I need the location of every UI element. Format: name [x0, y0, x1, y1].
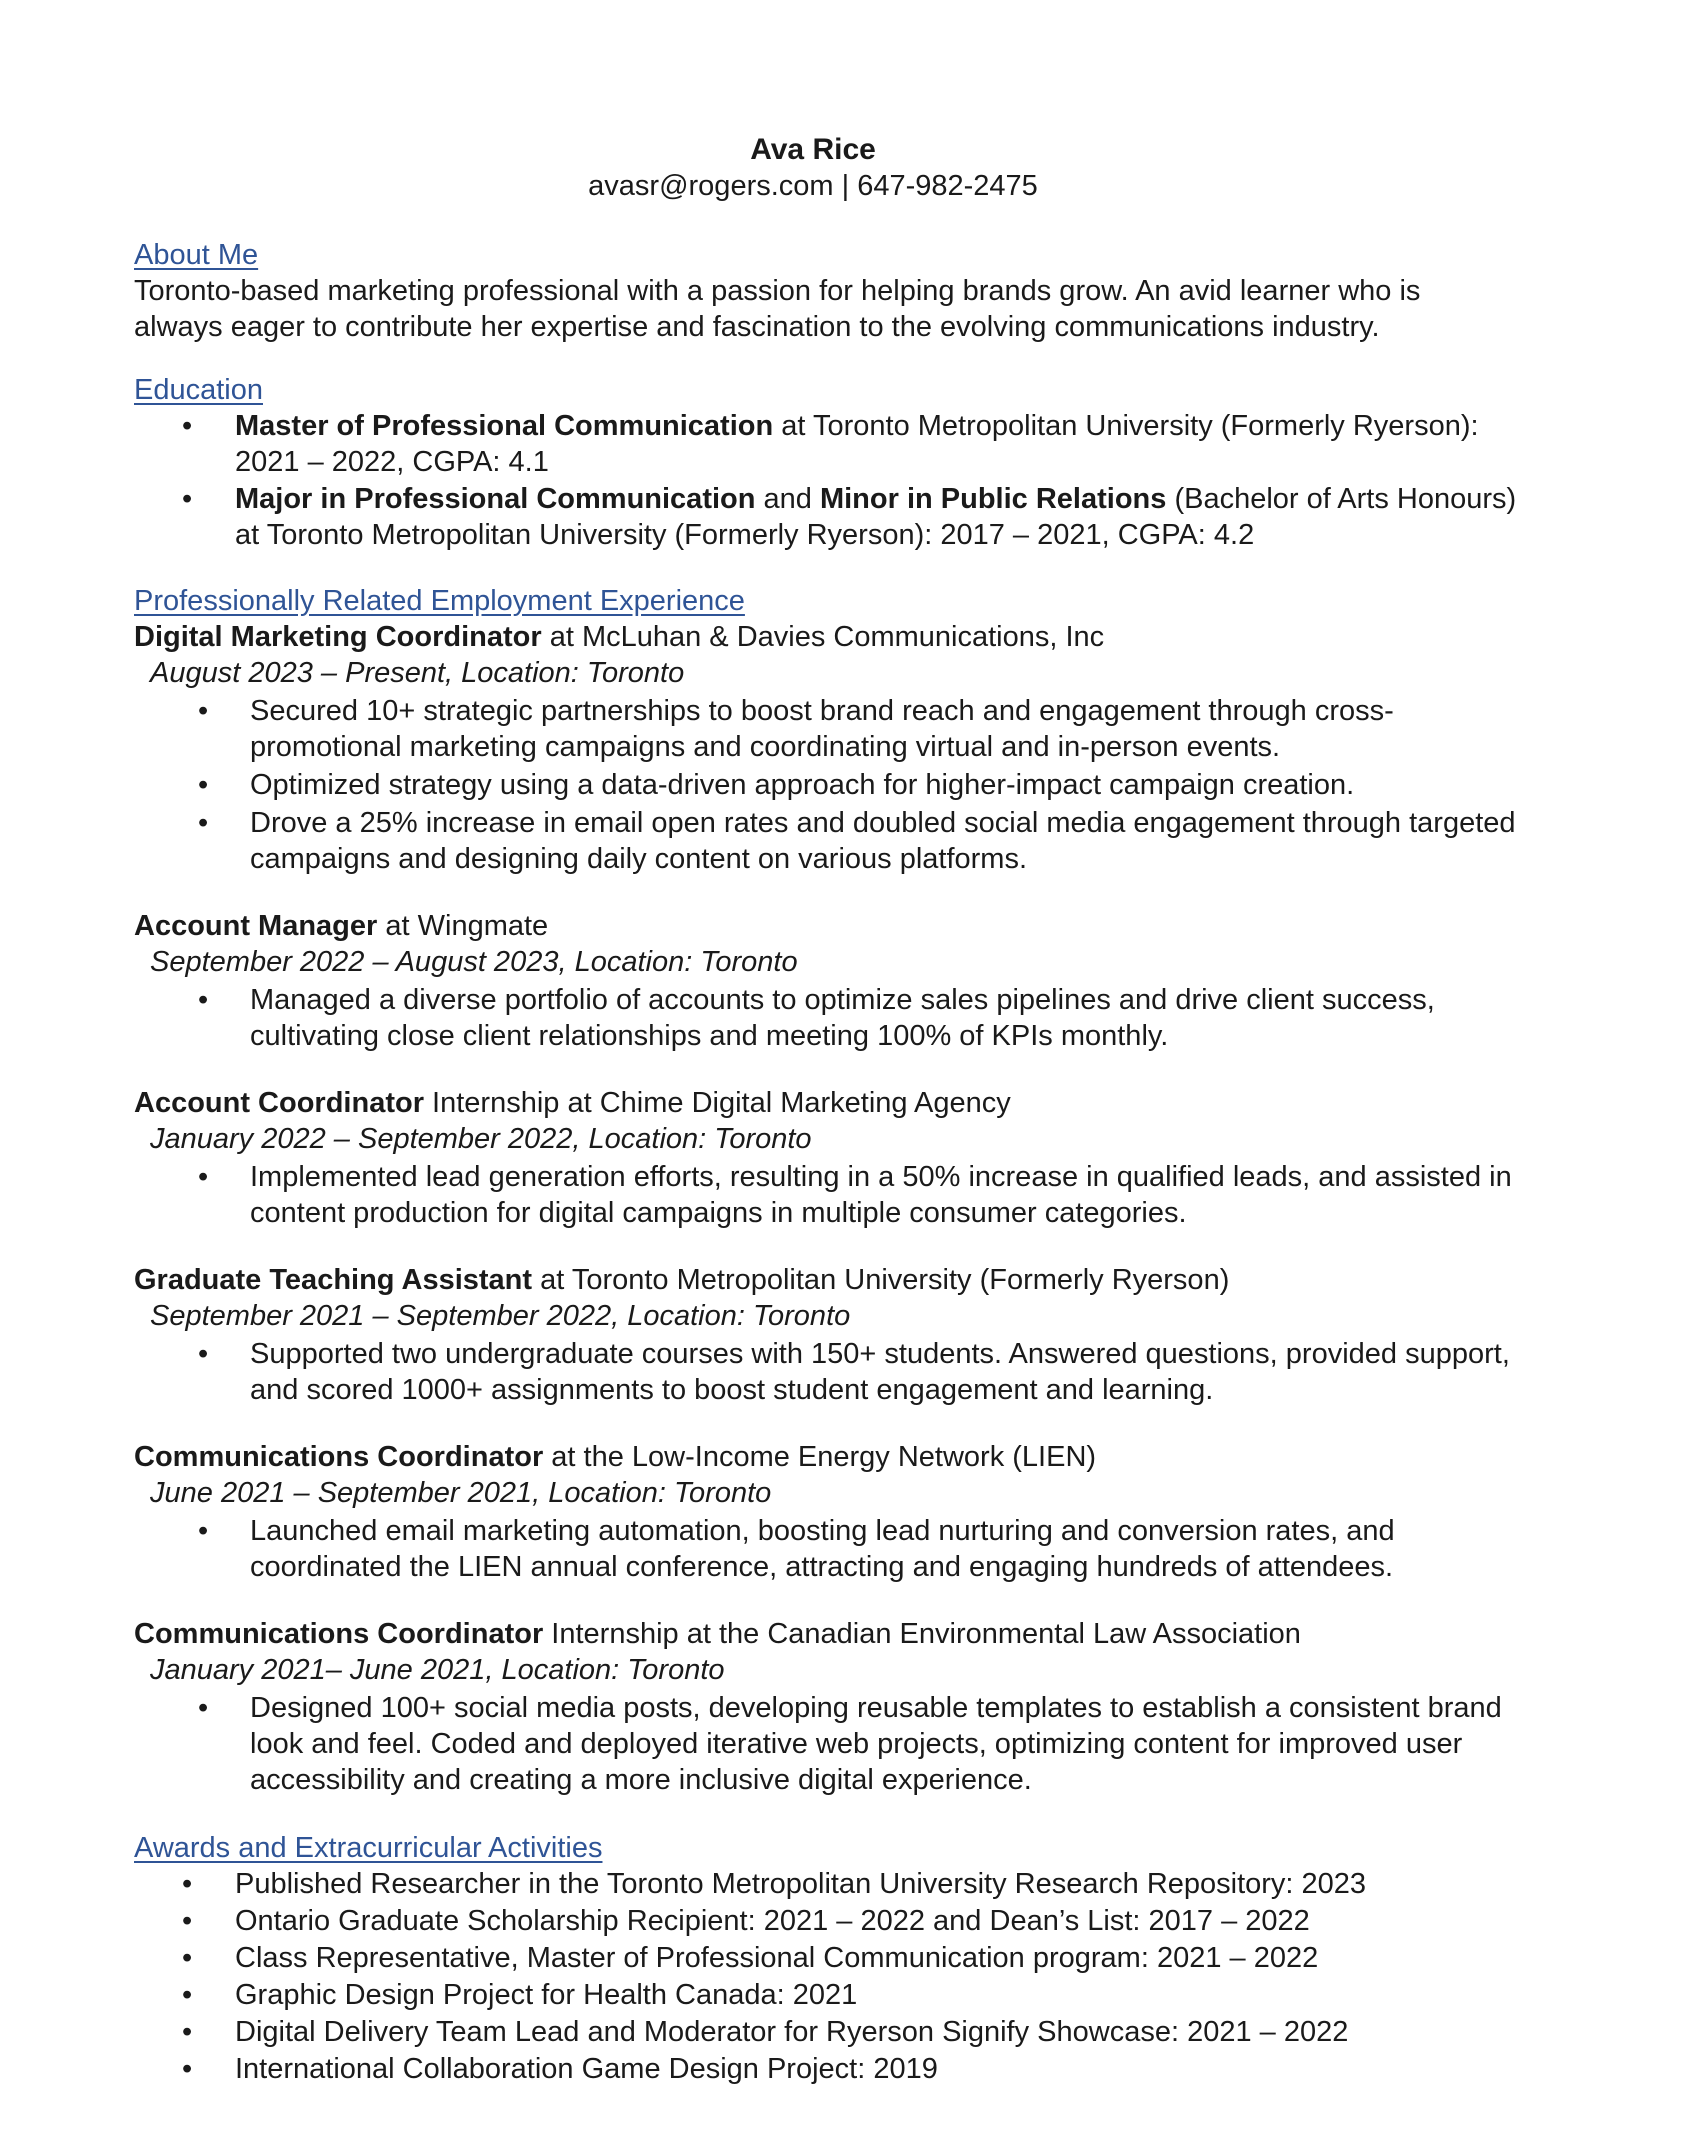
responsibility-text: Designed 100+ social media posts, developing reusable templates to establish a consistent brand look and feel. Coded and deployed iterative web projects, optimizing content for improved user accessibility and creating a more inclusive digital experience.: [250, 1692, 1502, 1796]
job-role: Account Coordinator: [134, 1087, 424, 1119]
job-org: at McLuhan & Davies Communications, Inc: [541, 621, 1105, 653]
award-text: Ontario Graduate Scholarship Recipient: 2021 – 2022 and Dean’s List: 2017 – 2022: [235, 1905, 1310, 1937]
job-responsibilities: [134, 1336, 1534, 1408]
award-item: [134, 2051, 1534, 2088]
responsibility-text: Optimized strategy using a data-driven approach for higher-impact campaign creation.: [250, 769, 1355, 801]
section-title-awards: Awards and Extracurricular Activities: [134, 1832, 603, 1864]
education-list: [134, 408, 1534, 553]
job-org: Internship at Chime Digital Marketing Agency: [424, 1087, 1011, 1119]
bullet-icon: •: [182, 2053, 193, 2085]
responsibility-item: [134, 1513, 1532, 1585]
job-title-line: [134, 1439, 1534, 1475]
bullet-icon: •: [198, 1692, 209, 1724]
bullet-icon: •: [198, 807, 209, 839]
job-title-line: [134, 619, 1534, 655]
about-text: Toronto-based marketing professional with a passion for helping brands grow. An avid learner who is always eager to contribute her expertise and fascination to the evolving communications industry.: [134, 275, 1421, 343]
job-role: Digital Marketing Coordinator: [134, 621, 542, 653]
job-dates-location: June 2021 – September 2021, Location: Toronto: [150, 1477, 772, 1509]
award-text: Graphic Design Project for Health Canada: 2021: [235, 1979, 858, 2011]
job-dates-location: August 2023 – Present, Location: Toronto: [150, 657, 685, 689]
responsibility-item: [134, 982, 1532, 1054]
bullet-icon: •: [198, 1515, 209, 1547]
awards-list: [134, 1866, 1534, 2088]
job-role: Communications Coordinator: [134, 1618, 544, 1650]
responsibility-item: [134, 805, 1532, 877]
degree-detail: at Toronto Metropolitan University (Formerly Ryerson): 2021 – 2022, CGPA: 4.1: [235, 410, 1479, 478]
bullet-icon: •: [182, 1979, 193, 2011]
job-title-line: [134, 1616, 1534, 1652]
bullet-icon: •: [182, 1942, 193, 1974]
award-item: [134, 1977, 1534, 2014]
degree-connector: and: [755, 483, 820, 515]
bullet-icon: •: [198, 1338, 209, 1370]
responsibility-item: [134, 1690, 1532, 1798]
award-text: Class Representative, Master of Professional Communication program: 2021 – 2022: [235, 1942, 1319, 1974]
award-text: Digital Delivery Team Lead and Moderator for Ryerson Signify Showcase: 2021 – 2022: [235, 2016, 1349, 2048]
job-entry: [134, 1262, 1534, 1408]
degree-name: Master of Professional Communication: [235, 410, 774, 442]
responsibility-text: Implemented lead generation efforts, resulting in a 50% increase in qualified leads, and assisted in content production for digital campaigns in multiple consumer categories.: [250, 1161, 1512, 1229]
job-title-line: [134, 1085, 1534, 1121]
job-org: at Wingmate: [377, 910, 549, 942]
bullet-icon: •: [182, 1905, 193, 1937]
job-entry: [134, 1439, 1534, 1585]
job-role: Graduate Teaching Assistant: [134, 1264, 533, 1296]
job-role: Communications Coordinator: [134, 1441, 544, 1473]
job-responsibilities: [134, 1513, 1534, 1585]
bullet-icon: •: [182, 483, 193, 515]
degree-detail: (Bachelor of Arts Honours) at Toronto Metropolitan University (Formerly Ryerson): 2017 – 2021, CGPA: 4.2: [235, 483, 1517, 551]
award-text: Published Researcher in the Toronto Metropolitan University Research Repository: 2023: [235, 1868, 1367, 1900]
bullet-icon: •: [198, 769, 209, 801]
job-org: at Toronto Metropolitan University (Formerly Ryerson): [532, 1264, 1230, 1296]
employment-list: [134, 619, 1534, 1798]
job-entry: [134, 908, 1534, 1054]
bullet-icon: •: [198, 984, 209, 1016]
job-dates-location: January 2021– June 2021, Location: Toronto: [150, 1654, 725, 1686]
responsibility-text: Drove a 25% increase in email open rates and doubled social media engagement through targeted campaigns and designing daily content on various platforms.: [250, 807, 1516, 875]
responsibility-text: Launched email marketing automation, boosting lead nurturing and conversion rates, and coordinated the LIEN annual conference, attracting and engaging hundreds of attendees.: [250, 1515, 1395, 1583]
education-item: [134, 481, 1523, 553]
bullet-icon: •: [182, 1868, 193, 1900]
responsibility-item: [134, 1159, 1532, 1231]
job-responsibilities: [134, 693, 1534, 877]
job-role: Account Manager: [134, 910, 378, 942]
responsibility-text: Managed a diverse portfolio of accounts to optimize sales pipelines and drive client success, cultivating close client relationships and meeting 100% of KPIs monthly.: [250, 984, 1435, 1052]
responsibility-text: Supported two undergraduate courses with 150+ students. Answered questions, provided support, and scored 1000+ assignments to boost student engagement and learning.: [250, 1338, 1510, 1406]
section-title-employment: Professionally Related Employment Experience: [134, 585, 745, 617]
award-item: [134, 1940, 1534, 1977]
award-item: [134, 1866, 1534, 1903]
job-entry: [134, 619, 1534, 877]
job-org: at the Low-Income Energy Network (LIEN): [543, 1441, 1097, 1473]
award-item: [134, 1903, 1534, 1940]
award-text: International Collaboration Game Design Project: 2019: [235, 2053, 938, 2085]
resume-content: [134, 131, 1534, 2088]
job-responsibilities: [134, 982, 1534, 1054]
job-dates-location: January 2022 – September 2022, Location: Toronto: [150, 1123, 812, 1155]
job-dates-location: September 2021 – September 2022, Location: Toronto: [150, 1300, 851, 1332]
section-title-about: About Me: [134, 239, 259, 271]
job-org: Internship at the Canadian Environmental Law Association: [543, 1618, 1301, 1650]
section-title-education: Education: [134, 374, 263, 406]
contact-line: avasr@rogers.com | 647-982-2475: [588, 170, 1038, 202]
bullet-icon: •: [182, 2016, 193, 2048]
degree-name: Major in Professional Communication: [235, 483, 756, 515]
bullet-icon: •: [198, 695, 209, 727]
resume-header: [134, 131, 1492, 204]
job-responsibilities: [134, 1159, 1534, 1231]
award-item: [134, 2014, 1534, 2051]
job-entry: [134, 1085, 1534, 1231]
bullet-icon: •: [182, 410, 193, 442]
responsibility-text: Secured 10+ strategic partnerships to boost brand reach and engagement through cross-promotional marketing campaigns and coordinating virtual and in-person events.: [250, 695, 1394, 763]
minor-name: Minor in Public Relations: [819, 483, 1167, 515]
job-title-line: [134, 908, 1534, 944]
job-dates-location: September 2022 – August 2023, Location: Toronto: [150, 946, 798, 978]
responsibility-item: [134, 767, 1532, 803]
candidate-name: Ava Rice: [750, 133, 876, 166]
job-entry: [134, 1616, 1534, 1798]
bullet-icon: •: [198, 1161, 209, 1193]
job-title-line: [134, 1262, 1534, 1298]
responsibility-item: [134, 693, 1532, 765]
education-item: [134, 408, 1523, 480]
responsibility-item: [134, 1336, 1532, 1408]
job-responsibilities: [134, 1690, 1534, 1798]
